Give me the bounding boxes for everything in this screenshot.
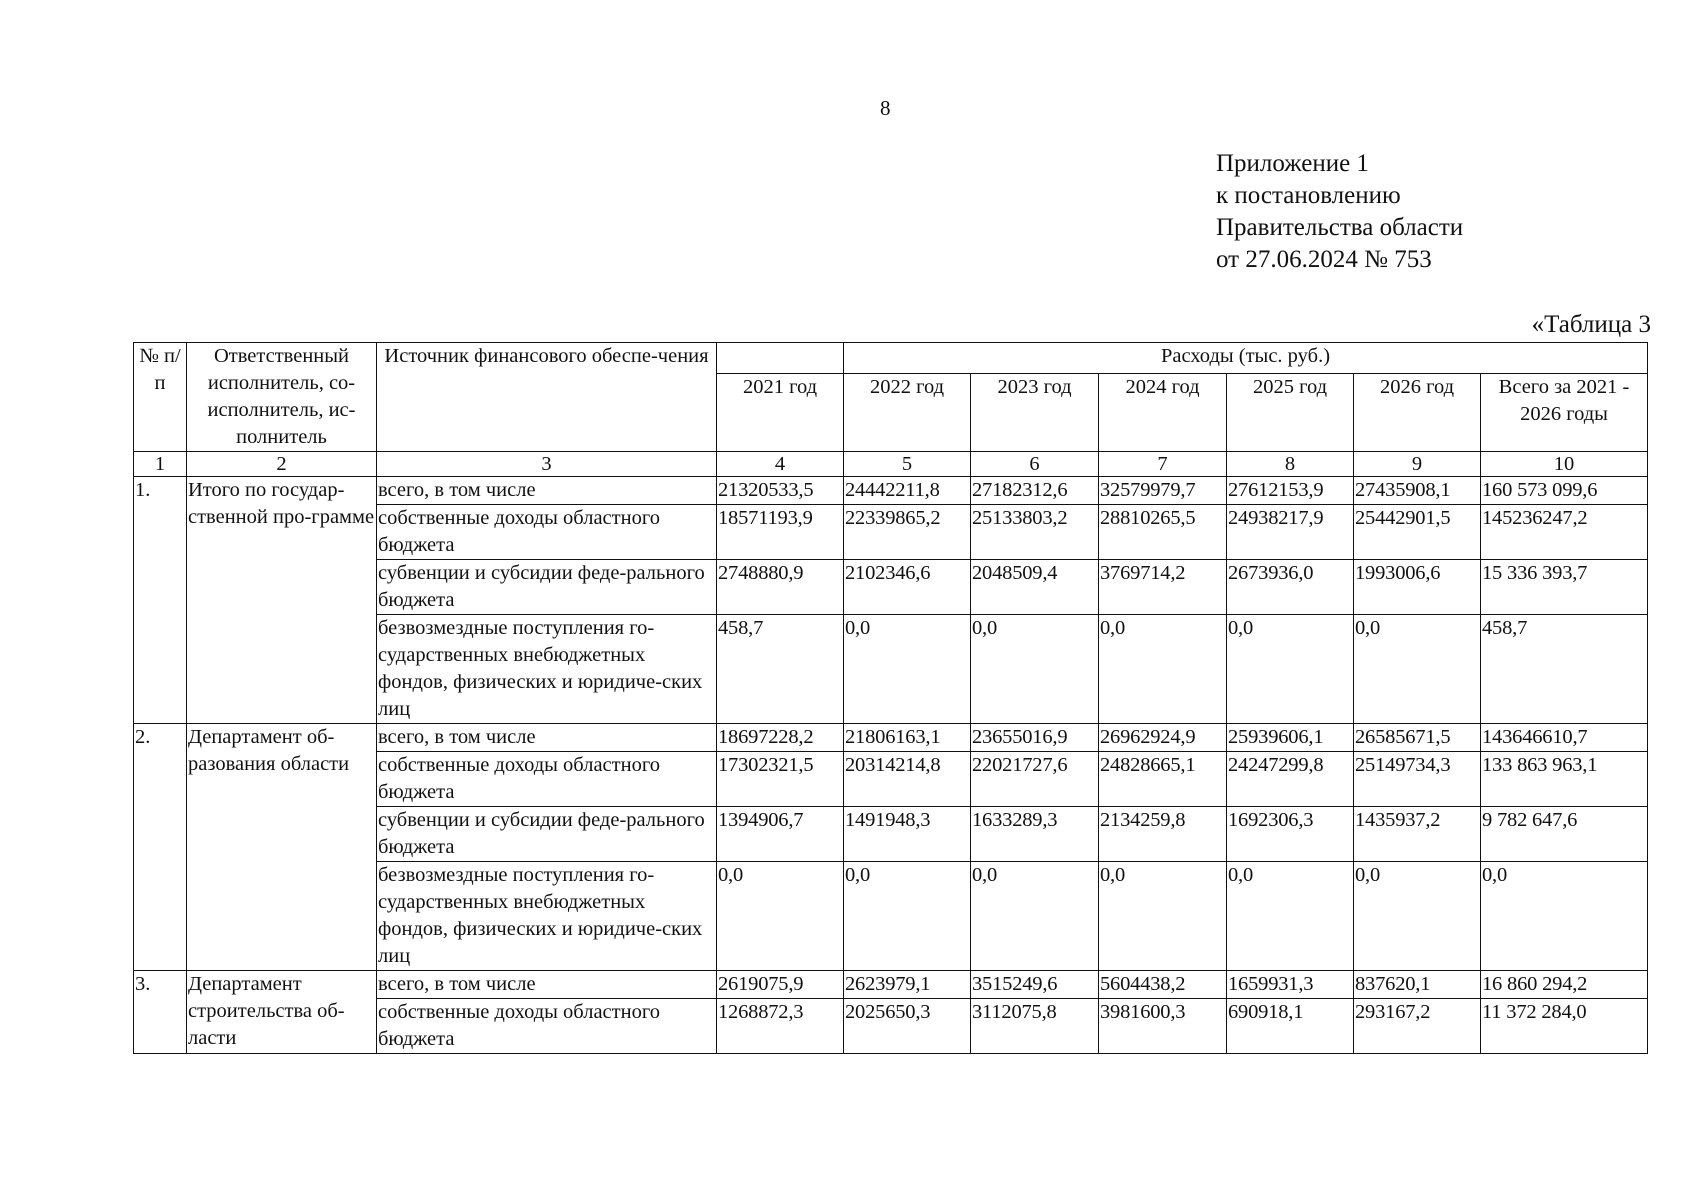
value-cell: 3981600,3 <box>1099 999 1227 1054</box>
header-blank <box>717 343 844 374</box>
value-cell: 458,7 <box>717 615 844 724</box>
value-cell: 3515249,6 <box>971 971 1099 999</box>
column-number: 10 <box>1481 452 1648 477</box>
value-cell: 2048509,4 <box>971 560 1099 615</box>
executor-cell: Департамент об-разования области <box>187 724 377 971</box>
column-number: 7 <box>1099 452 1227 477</box>
column-number: 2 <box>187 452 377 477</box>
table-row <box>134 971 1648 999</box>
header-year: 2026 год <box>1354 374 1481 452</box>
row-number: 2. <box>134 724 187 971</box>
value-cell: 21320533,5 <box>717 477 844 505</box>
value-cell: 25939606,1 <box>1227 724 1354 752</box>
value-cell: 23655016,9 <box>971 724 1099 752</box>
source-cell: субвенции и субсидии феде-рального бюджета <box>377 807 717 862</box>
header-year: 2022 год <box>844 374 971 452</box>
header-executor: Ответственный исполнитель, со-исполнитель, ис-полнитель <box>187 343 377 452</box>
value-cell: 0,0 <box>844 862 971 971</box>
appendix-block <box>1216 148 1463 276</box>
column-number-row <box>134 452 1648 477</box>
column-number: 9 <box>1354 452 1481 477</box>
value-cell: 22021727,6 <box>971 752 1099 807</box>
value-cell: 2623979,1 <box>844 971 971 999</box>
header-no: № п/п <box>134 343 187 452</box>
column-number: 8 <box>1227 452 1354 477</box>
value-cell: 0,0 <box>717 862 844 971</box>
value-cell: 1435937,2 <box>1354 807 1481 862</box>
value-cell: 24828665,1 <box>1099 752 1227 807</box>
row-number: 3. <box>134 971 187 1054</box>
total-cell: 145236247,2 <box>1481 505 1648 560</box>
table-row <box>134 477 1648 505</box>
value-cell: 24442211,8 <box>844 477 971 505</box>
value-cell: 18697228,2 <box>717 724 844 752</box>
appendix-line: Правительства области <box>1216 214 1464 241</box>
financing-table <box>133 342 1648 1054</box>
total-cell: 133 863 963,1 <box>1481 752 1648 807</box>
source-cell: безвозмездные поступления го-сударственных внебюджетных фондов, физических и юридиче-ских лиц <box>377 615 717 724</box>
value-cell: 25442901,5 <box>1354 505 1481 560</box>
header-year: 2025 год <box>1227 374 1354 452</box>
total-cell: 458,7 <box>1481 615 1648 724</box>
column-number: 6 <box>971 452 1099 477</box>
header-source: Источник финансового обеспе-чения <box>377 343 717 452</box>
source-cell: всего, в том числе <box>377 724 717 752</box>
value-cell: 27182312,6 <box>971 477 1099 505</box>
executor-cell: Итого по государ-ственной про-грамме <box>187 477 377 724</box>
source-cell: всего, в том числе <box>377 971 717 999</box>
value-cell: 1268872,3 <box>717 999 844 1054</box>
value-cell: 0,0 <box>1099 615 1227 724</box>
source-cell: безвозмездные поступления го-сударственных внебюджетных фондов, физических и юридиче-ских лиц <box>377 862 717 971</box>
column-number: 4 <box>717 452 844 477</box>
header-expenses-title: Расходы (тыс. руб.) <box>844 343 1648 374</box>
table-row <box>134 724 1648 752</box>
value-cell: 28810265,5 <box>1099 505 1227 560</box>
table-label: «Таблица 3 <box>1531 311 1651 338</box>
value-cell: 27612153,9 <box>1227 477 1354 505</box>
source-cell: собственные доходы областного бюджета <box>377 505 717 560</box>
value-cell: 18571193,9 <box>717 505 844 560</box>
value-cell: 293167,2 <box>1354 999 1481 1054</box>
value-cell: 3112075,8 <box>971 999 1099 1054</box>
value-cell: 2025650,3 <box>844 999 971 1054</box>
total-cell: 0,0 <box>1481 862 1648 971</box>
total-cell: 16 860 294,2 <box>1481 971 1648 999</box>
header-year: 2023 год <box>971 374 1099 452</box>
value-cell: 26585671,5 <box>1354 724 1481 752</box>
appendix-line: к постановлению <box>1216 182 1401 209</box>
appendix-line: от 27.06.2024 № 753 <box>1216 246 1432 273</box>
value-cell: 17302321,5 <box>717 752 844 807</box>
executor-cell: Департамент строительства об-ласти <box>187 971 377 1054</box>
source-cell: субвенции и субсидии феде-рального бюджета <box>377 560 717 615</box>
value-cell: 0,0 <box>1227 862 1354 971</box>
appendix-line: Приложение 1 <box>1216 150 1369 177</box>
value-cell: 0,0 <box>844 615 971 724</box>
value-cell: 24247299,8 <box>1227 752 1354 807</box>
value-cell: 0,0 <box>1099 862 1227 971</box>
column-number: 5 <box>844 452 971 477</box>
page-number: 8 <box>880 96 891 120</box>
value-cell: 0,0 <box>971 615 1099 724</box>
value-cell: 2673936,0 <box>1227 560 1354 615</box>
total-cell: 9 782 647,6 <box>1481 807 1648 862</box>
value-cell: 20314214,8 <box>844 752 971 807</box>
value-cell: 2102346,6 <box>844 560 971 615</box>
row-number: 1. <box>134 477 187 724</box>
value-cell: 1394906,7 <box>717 807 844 862</box>
value-cell: 0,0 <box>1354 862 1481 971</box>
source-cell: всего, в том числе <box>377 477 717 505</box>
header-row <box>134 343 1648 374</box>
value-cell: 2134259,8 <box>1099 807 1227 862</box>
value-cell: 1659931,3 <box>1227 971 1354 999</box>
value-cell: 5604438,2 <box>1099 971 1227 999</box>
column-number: 1 <box>134 452 187 477</box>
header-year-total: Всего за 2021 - 2026 годы <box>1481 374 1648 452</box>
header-year: 2021 год <box>717 374 844 452</box>
value-cell: 21806163,1 <box>844 724 971 752</box>
source-cell: собственные доходы областного бюджета <box>377 752 717 807</box>
value-cell: 3769714,2 <box>1099 560 1227 615</box>
value-cell: 25149734,3 <box>1354 752 1481 807</box>
value-cell: 1692306,3 <box>1227 807 1354 862</box>
value-cell: 26962924,9 <box>1099 724 1227 752</box>
value-cell: 1993006,6 <box>1354 560 1481 615</box>
value-cell: 32579979,7 <box>1099 477 1227 505</box>
value-cell: 24938217,9 <box>1227 505 1354 560</box>
value-cell: 1491948,3 <box>844 807 971 862</box>
value-cell: 837620,1 <box>1354 971 1481 999</box>
value-cell: 2619075,9 <box>717 971 844 999</box>
value-cell: 27435908,1 <box>1354 477 1481 505</box>
total-cell: 11 372 284,0 <box>1481 999 1648 1054</box>
total-cell: 15 336 393,7 <box>1481 560 1648 615</box>
value-cell: 25133803,2 <box>971 505 1099 560</box>
value-cell: 690918,1 <box>1227 999 1354 1054</box>
value-cell: 0,0 <box>1227 615 1354 724</box>
value-cell: 0,0 <box>1354 615 1481 724</box>
total-cell: 143646610,7 <box>1481 724 1648 752</box>
value-cell: 2748880,9 <box>717 560 844 615</box>
source-cell: собственные доходы областного бюджета <box>377 999 717 1054</box>
total-cell: 160 573 099,6 <box>1481 477 1648 505</box>
value-cell: 1633289,3 <box>971 807 1099 862</box>
column-number: 3 <box>377 452 717 477</box>
value-cell: 0,0 <box>971 862 1099 971</box>
value-cell: 22339865,2 <box>844 505 971 560</box>
header-year: 2024 год <box>1099 374 1227 452</box>
